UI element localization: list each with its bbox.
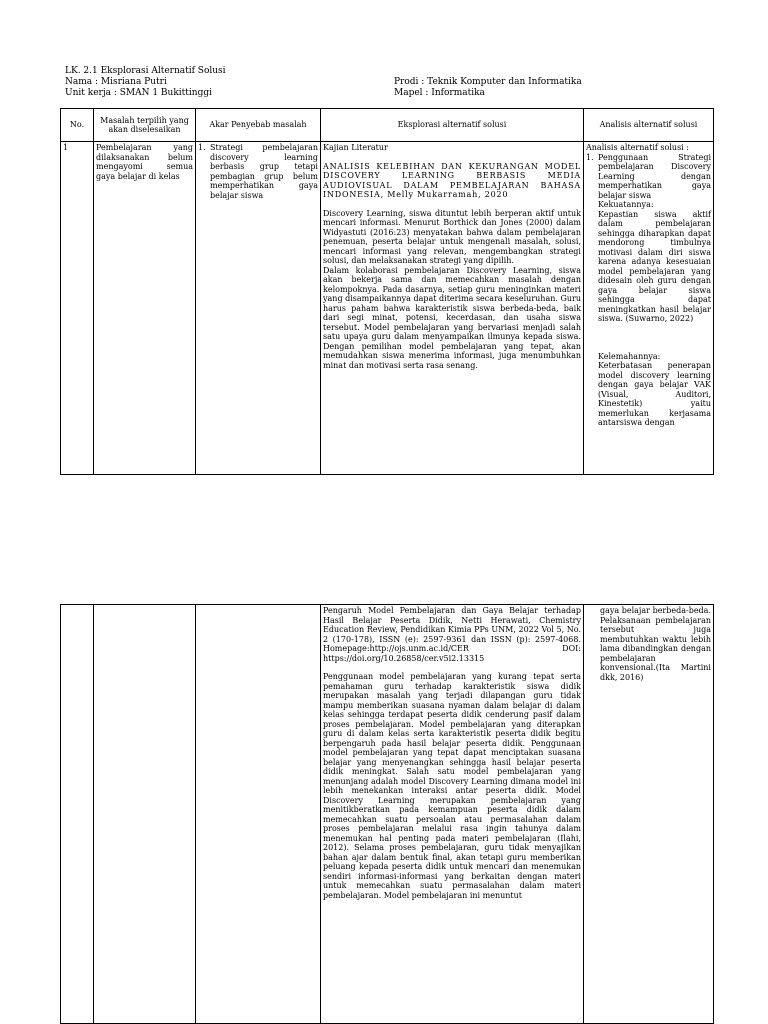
col-header-no: No.	[61, 109, 94, 142]
cell-akar	[196, 142, 321, 475]
akar-item: Strategi pembelajaran discovery learning berbasis grup tetapi pembagian grup belum memperhatikan gaya belajar siswa	[210, 143, 318, 200]
list-number: 1.	[586, 152, 594, 162]
reference-title: ANALISIS KELEBIHAN DAN KEKURANGAN MODEL DISCOVERY LEARNING BERBASIS MEDIA AUDIOVISUAL DALAM PEMBELAJARAN BAHASA INDONESIA, Melly Mukarramah, 2020	[323, 161, 581, 199]
list-number: 1.	[198, 143, 206, 152]
cell-masalah: Pembelajaran yang dilaksanakan belum mengayomi semua gaya belajar di kelas	[94, 142, 196, 475]
col-header-akar: Akar Penyebab masalah	[196, 109, 321, 142]
cell-no: 1	[61, 142, 94, 475]
strength-text: Kepastian siswa aktif dalam pembelajaran sehingga diharapkan dapat mendorong timbulnya motivasi dalam diri siswa karena adanya kesesuaian model pembelajaran yang didesain oleh guru dengan gaya belajar siswa sehingga dapat meningkatkan hasil belajar siswa. (Suwarno, 2022)	[598, 209, 711, 323]
weakness-text: Keterbatasan penerapan model discovery learning dengan gaya belajar VAK (Visual, Auditori, Kinestetik) yaitu memerlukan kerjasama antarsiswa dengan	[598, 361, 711, 427]
page-gap	[0, 548, 768, 604]
cell-no	[61, 605, 94, 1024]
table-row	[61, 605, 714, 1024]
col-header-masalah: Masalah terpilih yang akan diselesaikan	[94, 109, 196, 142]
table-row	[61, 142, 714, 475]
col-header-eksplorasi: Eksplorasi alternatif solusi	[321, 109, 584, 142]
cell-analisis	[584, 605, 714, 1024]
table-header-row	[61, 109, 714, 142]
analisis-item: Penggunaan Strategi pembelajaran Discovery Learning dengan memperhatikan gaya belajar siswa	[598, 152, 711, 200]
author-name: Nama : Misriana Putri	[65, 77, 167, 87]
cell-masalah	[94, 605, 196, 1024]
cell-akar	[196, 605, 321, 1024]
strength-label: Kekuatannya:	[598, 200, 654, 209]
subject: Mapel : Informatika	[394, 88, 485, 98]
work-unit: Unit kerja : SMAN 1 Bukittinggi	[65, 88, 212, 98]
paragraph: Penggunaan model pembelajaran yang kurang tepat serta pemahaman guru terhadap karakteristik siswa didik merupakan masalah yang terjadi dilapangan guru tidak mampu memberikan suasana nyaman dalam belajar di dalam kelas sehingga terdapat peserta didik cenderung pasif dalam proses pembelajaran. Model pembelajaran yang diterapkan guru di dalam kelas serta karakteristik peserta didik begitu berpengaruh pada hasil belajar peserta didik. Penggunaan model pembelajaran yang tepat dapat menciptakan suasana belajar yang menyenangkan sehingga hasil belajar peserta didik meningkat. Salah satu model pembelajaran yang menunjang adalah model Discovery Learning dimana model ini lebih menekankan interaksi antar peserta didik. Model Discovery Learning merupakan pembelajaran yang menitikberatkan pada kemampuan peserta didik dalam memecahkan suatu persoalan atau permasalahan dalam proses pembelajaran melalui rasa ingin tahunya dalam menemukan hal penting pada materi pembelajaran (Ilahi, 2012). Selama proses pembelajaran, guru tidak menyajikan bahan ajar dalam bentuk final, akan tetapi guru memberikan peluang kepada peserta didik untuk mencari dan menemukan sendiri informasi-informasi yang berkaitan dengan materi untuk memecahkan suatu permasalahan dalam materi pembelajaran. Model pembelajaran ini menuntut	[323, 672, 581, 900]
document-header-left	[65, 66, 226, 99]
weakness-label: Kelemahannya:	[598, 351, 661, 361]
analisis-heading: Analisis alternatif solusi :	[586, 143, 689, 152]
paragraph: Discovery Learning, siswa dituntut lebih berperan aktif untuk mencari informasi. Menurut Borthick dan Jones (2000) dalam Widyastuti (2016:23) menyatakan bahwa dalam pembelajaran penemuan, peserta belajar untuk mengenali masalah, solusi, mencari informasi yang relevan, mengembangkan strategi solusi, dan melaksanakan strategi yang dipilih.	[323, 208, 581, 265]
cell-eksplorasi	[321, 605, 584, 1024]
solution-table-page-1	[60, 108, 714, 475]
weakness-text-continued: gaya belajar berbeda-beda. Pelaksanaan pembelajaran tersebut juga membutuhkan waktu lebih lama dibandingkan dengan pembelajaran konvensional.(Ita Martini dkk, 2016)	[600, 606, 711, 682]
cell-analisis	[584, 142, 714, 475]
study-program: Prodi : Teknik Komputer dan Informatika	[394, 77, 582, 87]
solution-table-page-2	[60, 604, 714, 1024]
col-header-analisis: Analisis alternatif solusi	[584, 109, 714, 142]
kajian-heading: Kajian Literatur	[323, 143, 388, 152]
cell-eksplorasi	[321, 142, 584, 475]
reference-citation: Pengaruh Model Pembelajaran dan Gaya Belajar terhadap Hasil Belajar Peserta Didik, Netti Herawati, Chemistry Education Review, Pendidikan Kimia PPs UNM, 2022 Vol 5, No. 2 (170-178), ISSN (e): 2597-9361 dan ISSN (p): 2597-4068. Homepage:http://ojs.unm.ac.id/CER DOI: https://doi.org/10.26858/cer.v5i2.13315	[323, 606, 581, 663]
paragraph: Dalam kolaborasi pembelajaran Discovery Learning, siswa akan bekerja sama dan memecahkan masalah dengan kelompoknya. Pada dasarnya, setiap guru meninginkan materi yang disampaikannya dapat diterima secara keseluruhan. Guru harus paham bahwa karakteristik siswa berbeda-beda, baik dari segi minat, potensi, kecerdasan, dan usaha siswa tersebut. Model pembelajaran yang bervariasi menjadi salah satu upaya guru dalam menyampaikan ilmunya kepada siswa. Dengan pemilihan model pembelajaran yang tepat, akan memudahkan siswa menerima informasi, juga menumbuhkan minat dan motivasi serta rasa senang.	[323, 265, 581, 370]
document-title: LK. 2.1 Eksplorasi Alternatif Solusi	[65, 66, 226, 76]
document-page-2	[0, 604, 768, 1024]
document-header-right	[394, 77, 582, 99]
